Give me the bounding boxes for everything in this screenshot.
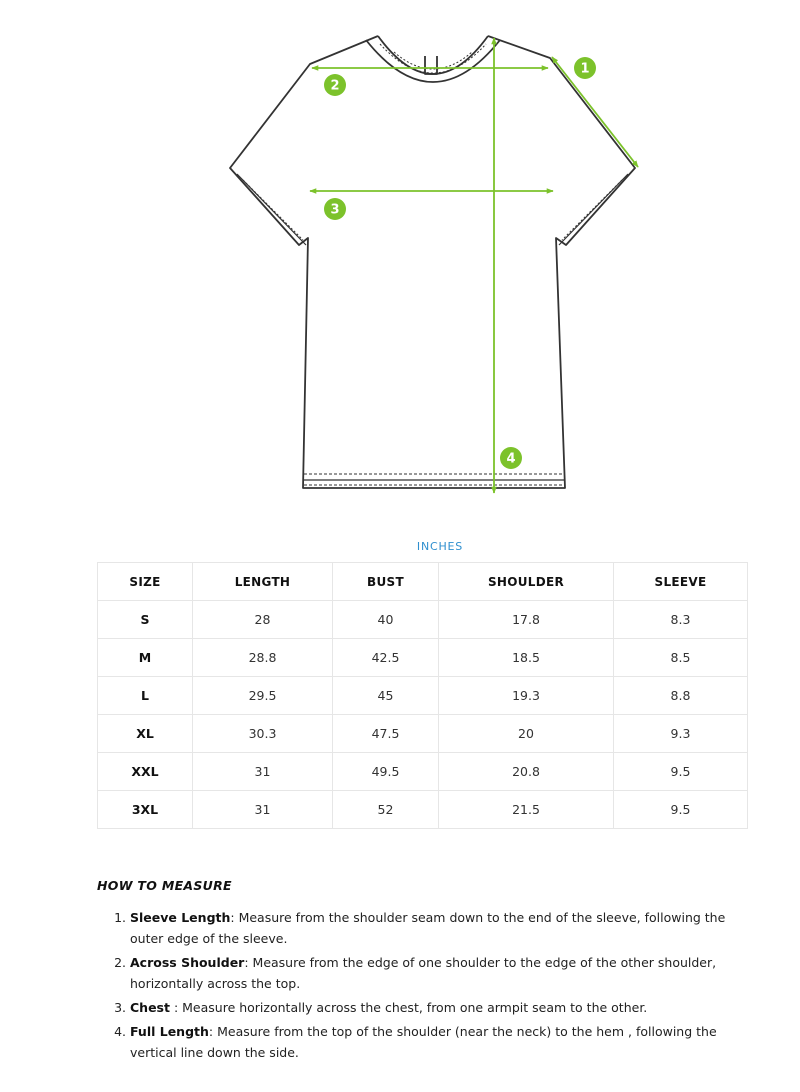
- cell-bust: 47.5: [333, 715, 439, 753]
- how-to-measure-section: [97, 878, 737, 1066]
- cell-length: 28.8: [193, 639, 333, 677]
- cell-length: 29.5: [193, 677, 333, 715]
- cell-sleeve: 9.5: [614, 753, 748, 791]
- unit-label: INCHES: [416, 540, 464, 553]
- how-to-measure-list: [97, 907, 737, 1063]
- cell-sleeve: 8.5: [614, 639, 748, 677]
- cell-shoulder: 19.3: [439, 677, 614, 715]
- measure-term: Across Shoulder: [130, 955, 245, 970]
- measure-description: Measure from the top of the shoulder (near the neck) to the hem , following the vertical line down the side.: [130, 1024, 717, 1060]
- measure-description: Measure horizontally across the chest, from one armpit seam to the other.: [178, 1000, 648, 1015]
- cell-sleeve: 8.3: [614, 601, 748, 639]
- cell-size: S: [98, 601, 193, 639]
- cell-bust: 42.5: [333, 639, 439, 677]
- table-row: [98, 753, 748, 791]
- marker-4-label: 4: [506, 451, 516, 467]
- cell-sleeve: 9.5: [614, 791, 748, 829]
- tshirt-measurement-diagram: [0, 0, 800, 510]
- sleeve-arrow: [552, 57, 638, 167]
- cell-bust: 45: [333, 677, 439, 715]
- table-row: [98, 601, 748, 639]
- cell-sleeve: 9.3: [614, 715, 748, 753]
- term-separator: :: [208, 1024, 214, 1039]
- how-to-measure-title: HOW TO MEASURE: [97, 878, 232, 893]
- list-item: [130, 907, 737, 949]
- cell-length: 30.3: [193, 715, 333, 753]
- cell-shoulder: 17.8: [439, 601, 614, 639]
- marker-3: [324, 198, 346, 220]
- header-bust: BUST: [333, 563, 439, 601]
- measure-term: Chest: [130, 1000, 170, 1015]
- cell-shoulder: 20.8: [439, 753, 614, 791]
- cell-size: 3XL: [98, 791, 193, 829]
- cell-shoulder: 18.5: [439, 639, 614, 677]
- list-item: [130, 952, 737, 994]
- tshirt-outline: [230, 36, 635, 488]
- header-length: LENGTH: [193, 563, 333, 601]
- cell-size: XL: [98, 715, 193, 753]
- term-separator: :: [230, 910, 235, 925]
- table-row: [98, 715, 748, 753]
- cell-shoulder: 21.5: [439, 791, 614, 829]
- cell-shoulder: 20: [439, 715, 614, 753]
- header-sleeve: SLEEVE: [614, 563, 748, 601]
- cell-bust: 49.5: [333, 753, 439, 791]
- marker-4: [500, 447, 522, 469]
- term-separator: :: [169, 1000, 179, 1015]
- header-shoulder: SHOULDER: [439, 563, 614, 601]
- marker-2-label: 2: [330, 78, 340, 94]
- cell-length: 31: [193, 791, 333, 829]
- marker-1: [574, 57, 596, 79]
- cell-length: 28: [193, 601, 333, 639]
- cell-bust: 40: [333, 601, 439, 639]
- cell-size: XXL: [98, 753, 193, 791]
- table-row: [98, 677, 748, 715]
- measurement-arrows: [310, 38, 638, 493]
- size-chart-table: [97, 562, 748, 829]
- marker-3-label: 3: [330, 202, 340, 218]
- marker-2: [324, 74, 346, 96]
- table-header-row: [98, 563, 748, 601]
- cell-sleeve: 8.8: [614, 677, 748, 715]
- measure-description: Measure from the shoulder seam down to the end of the sleeve, following the outer edge of the sleeve.: [130, 910, 726, 946]
- table-row: [98, 791, 748, 829]
- cell-size: L: [98, 677, 193, 715]
- cell-size: M: [98, 639, 193, 677]
- term-separator: :: [244, 955, 249, 970]
- table-row: [98, 639, 748, 677]
- measure-term: Full Length: [130, 1024, 209, 1039]
- marker-1-label: 1: [580, 61, 590, 77]
- measure-description: Measure from the edge of one shoulder to the edge of the other shoulder, horizontally across the top.: [130, 955, 717, 991]
- measure-term: Sleeve Length: [130, 910, 231, 925]
- list-item: [130, 1021, 737, 1063]
- list-item: [130, 997, 737, 1018]
- cell-bust: 52: [333, 791, 439, 829]
- header-size: SIZE: [98, 563, 193, 601]
- cell-length: 31: [193, 753, 333, 791]
